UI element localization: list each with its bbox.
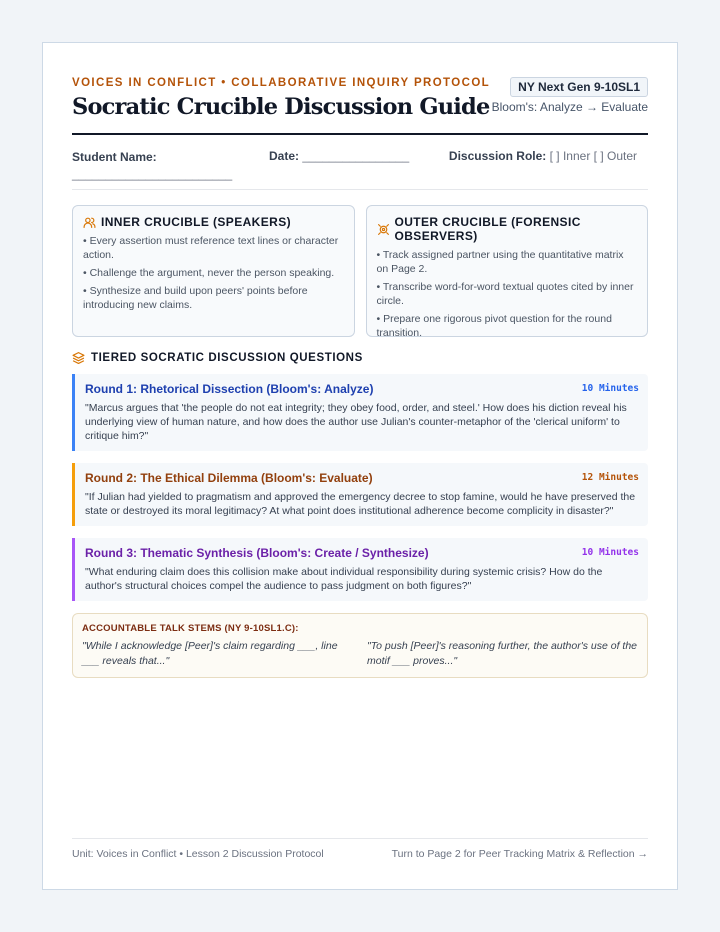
bloom-level: Bloom's: Analyze → Evaluate <box>491 100 648 114</box>
list-item: • Challenge the argument, never the person speaking. <box>83 266 344 280</box>
outer-crucible-box <box>366 205 649 337</box>
round-2-card <box>72 463 648 526</box>
list-item: • Every assertion must reference text lines or character action. <box>83 234 344 262</box>
inner-crucible-title: INNER CRUCIBLE (SPEAKERS) <box>101 215 292 229</box>
discussion-role-field[interactable] <box>449 149 637 163</box>
footer-next-page-link[interactable]: Turn to Page 2 for Peer Tracking Matrix & Reflection → <box>391 848 648 860</box>
list-item: • Synthesize and build upon peers' points before introducing new claims. <box>83 284 344 312</box>
target-icon <box>377 223 390 236</box>
page-footer <box>72 838 648 860</box>
round-question: "If Julian had yielded to pragmatism and approved the emergency decree to stop famine, would he have preserved the state or destroyed its moral legitimacy? At what point does institutional adherence become complicity in disaster?" <box>85 491 636 517</box>
outer-crucible-header <box>377 215 638 243</box>
talk-stem: "To push [Peer]'s reasoning further, the author's use of the motif ___ proves..." <box>367 640 638 667</box>
date-field[interactable] <box>269 149 409 163</box>
worksheet-page <box>42 42 678 890</box>
standard-badge: NY Next Gen 9-10SL1 <box>510 77 648 97</box>
page-kicker: VOICES IN CONFLICT • COLLABORATIVE INQUIRY PROTOCOL <box>72 77 491 89</box>
round-question: "What enduring claim does this collision make about individual responsibility during systemic crisis? How do the author's structural choices compel the audience to pass judgment on both figures?" <box>85 566 603 592</box>
talk-stems-box <box>72 613 648 678</box>
round-time: 12 Minutes <box>581 472 639 483</box>
date-label: Date: <box>269 149 300 163</box>
student-name-blank: ________________________ <box>72 167 233 181</box>
rounds-list <box>72 374 648 601</box>
round-title: Round 2: The Ethical Dilemma (Bloom's: Evaluate) <box>85 471 373 485</box>
layers-icon <box>72 351 85 364</box>
inner-crucible-box <box>72 205 355 337</box>
role-label: Discussion Role: <box>448 149 547 163</box>
talk-stems-title: ACCOUNTABLE TALK STEMS (NY 9-10SL1.C): <box>82 623 299 634</box>
list-item: • Prepare one rigorous pivot question for the round transition. <box>377 312 638 340</box>
round-time: 10 Minutes <box>581 383 639 394</box>
talk-stem: "While I acknowledge [Peer]'s claim regarding ___, line ___ reveals that..." <box>82 640 338 667</box>
role-options[interactable]: [ ] Inner [ ] Outer <box>549 149 637 163</box>
role-boxes <box>72 205 648 337</box>
footer-unit: Unit: Voices in Conflict • Lesson 2 Discussion Protocol <box>72 848 324 860</box>
round-3-card <box>72 538 648 601</box>
round-title: Round 3: Thematic Synthesis (Bloom's: Create / Synthesize) <box>85 546 429 560</box>
list-item: • Track assigned partner using the quantitative matrix on Page 2. <box>377 248 638 276</box>
talk-stems-row <box>82 639 638 669</box>
inner-crucible-list <box>83 234 344 312</box>
outer-crucible-list <box>377 248 638 340</box>
list-item: • Transcribe word-for-word textual quotes cited by inner circle. <box>377 280 638 308</box>
questions-section-title: TIERED SOCRATIC DISCUSSION QUESTIONS <box>91 351 363 364</box>
users-icon <box>83 216 96 229</box>
round-time: 10 Minutes <box>581 547 639 558</box>
round-1-card <box>72 374 648 451</box>
page-header <box>72 43 648 133</box>
student-name-label: Student Name: <box>72 150 157 164</box>
student-name-field[interactable] <box>72 149 233 183</box>
date-blank: ________________ <box>302 149 410 163</box>
info-divider <box>72 189 648 190</box>
page-title: Socratic Crucible Discussion Guide <box>72 94 490 120</box>
round-title: Round 1: Rhetorical Dissection (Bloom's: Analyze) <box>85 382 374 396</box>
student-info-row <box>72 135 648 189</box>
questions-section-header <box>72 351 648 364</box>
outer-crucible-title: OUTER CRUCIBLE (FORENSIC OBSERVERS) <box>394 215 581 243</box>
inner-crucible-header <box>83 215 344 229</box>
round-question: "Marcus argues that 'the people do not eat integrity; they obey food, order, and steel.' How does his diction reveal his underlying view of human nature, and how does the author use Julian's counter-metaphor of the 'clerical uniform' to critique him?" <box>85 402 627 442</box>
